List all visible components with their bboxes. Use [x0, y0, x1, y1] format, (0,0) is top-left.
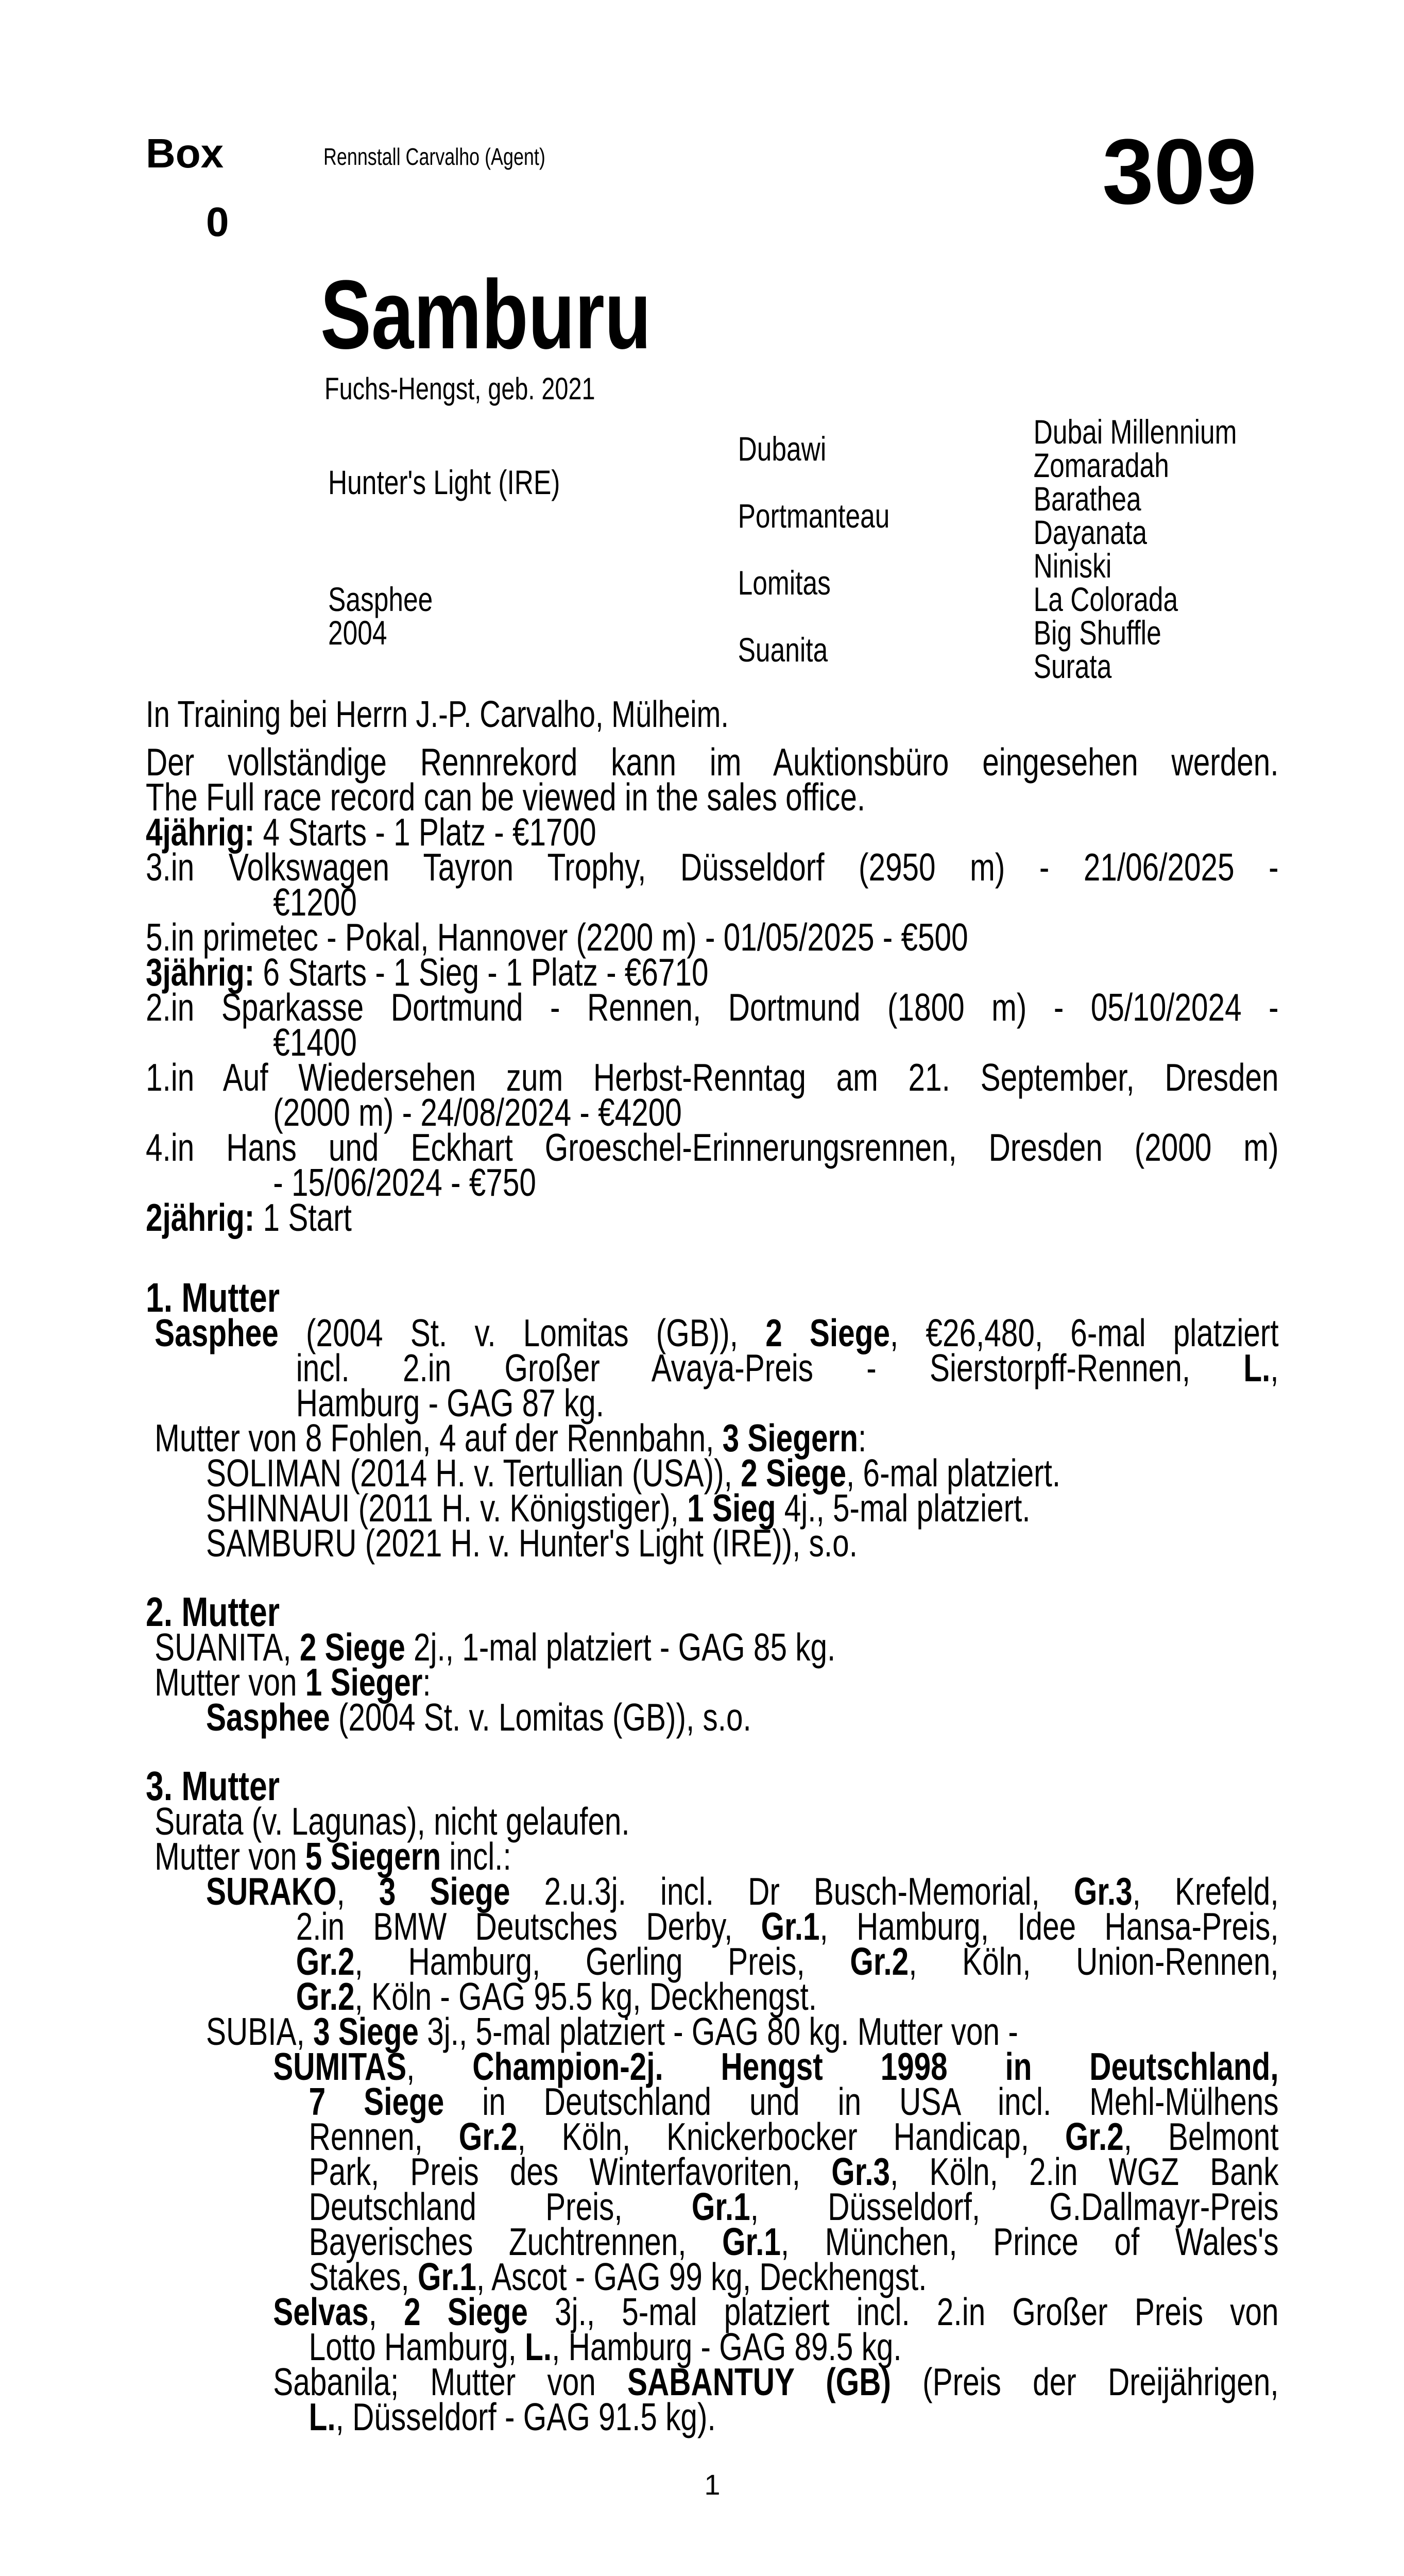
text-segment: , Köln, Union-Rennen,	[909, 1940, 1279, 1983]
text-segment: 5.in primetec - Pokal, Hannover (2200 m) - 01/05/2025 - €500	[146, 916, 968, 959]
pedigree-gen3-cell	[1033, 446, 1280, 484]
text-line	[146, 951, 1279, 994]
pedigree-name: Hunter's Light (IRE)	[328, 463, 560, 501]
pedigree-name: Lomitas	[738, 563, 831, 602]
text-line	[146, 1870, 1279, 1913]
pedigree-name: Surata	[1033, 647, 1112, 685]
text-segment: 3jährig:	[146, 951, 255, 994]
text-segment: , Düsseldorf, G.Dallmayr-Preis	[750, 2185, 1279, 2228]
text-segment: 4jährig:	[146, 810, 255, 854]
text-segment: 3. Mutter	[146, 1763, 280, 1809]
text-segment: (2004 St. v. Lomitas (GB)), s.o.	[330, 1696, 751, 1739]
text-segment: 2. Mutter	[146, 1589, 280, 1635]
text-line	[146, 1056, 1279, 1099]
text-segment: Rennen,	[309, 2115, 459, 2158]
text-segment: 3 Siegern	[722, 1416, 858, 1460]
text-segment: SURAKO	[206, 1870, 337, 1913]
text-line	[146, 1091, 1279, 1134]
text-segment: 3j., 5-mal platziert - GAG 80 kg. Mutter von -	[418, 2010, 1018, 2053]
text-segment: 2.u.3j. incl. Dr Busch-Memorial,	[510, 1870, 1074, 1913]
pedigree-gen3-cell	[1034, 549, 1280, 583]
pedigree-name: 2004	[328, 614, 387, 652]
text-segment: , Hamburg, Idee Hansa-Preis,	[819, 1905, 1279, 1948]
text-segment: SUMITAS	[273, 2045, 407, 2088]
pedigree-gen3-cell	[1033, 513, 1280, 551]
text-segment: 3 Siege	[379, 1870, 510, 1913]
text-segment: ,	[406, 2045, 473, 2088]
text-segment: ,	[368, 2290, 404, 2333]
text-segment: in Deutschland und in USA incl. Mehl-Mülhens	[444, 2080, 1279, 2123]
text-segment: , Köln, Knickerbocker Handicap,	[517, 2115, 1065, 2158]
text-line	[146, 2185, 1279, 2228]
text-line	[146, 1311, 1279, 1354]
text-line	[146, 1416, 1279, 1460]
text-line	[146, 1196, 1279, 1239]
text-segment: Mutter von	[155, 1835, 305, 1878]
text-line	[146, 2255, 1279, 2298]
text-line	[146, 2150, 1279, 2193]
text-segment: 4.in Hans und Eckhart Groeschel-Erinnerungsrennen, Dresden (2000 m)	[146, 1126, 1279, 1169]
pedigree-name: Dubawi	[738, 429, 827, 468]
text-segment: Champion-2j. Hengst 1998 in Deutschland,	[472, 2045, 1279, 2088]
text-segment: :	[422, 1660, 431, 1704]
text-line	[146, 2360, 1279, 2403]
text-segment: 4 Starts - 1 Platz - €1700	[254, 810, 596, 854]
text-segment: 3 Siege	[313, 2010, 419, 2053]
text-segment: Der vollständige Rennrekord kann im Auktionsbüro eingesehen werden.	[146, 740, 1279, 784]
text-line	[146, 1660, 1279, 1704]
text-segment: Sasphee	[206, 1696, 330, 1739]
text-segment: (2004 St. v. Lomitas (GB)),	[278, 1311, 766, 1354]
text-segment: Gr.1	[761, 1905, 820, 1948]
text-segment: , Köln, 2.in WGZ Bank	[890, 2150, 1279, 2193]
text-segment: 1 Start	[254, 1196, 352, 1239]
text-line	[146, 2115, 1279, 2158]
text-line	[146, 845, 1279, 889]
text-segment: Mutter von	[155, 1660, 305, 1704]
text-segment: €1200	[273, 880, 357, 924]
text-segment: , Belmont	[1123, 2115, 1279, 2158]
text-segment: SAMBURU (2021 H. v. Hunter's Light (IRE)), s.o.	[206, 1521, 858, 1565]
text-segment: Gr.3	[1073, 1870, 1133, 1913]
text-line	[146, 916, 1279, 959]
horse-description: Fuchs-Hengst, geb. 2021	[324, 371, 595, 406]
race-record-and-family	[146, 740, 1279, 2438]
text-segment: , Ascot - GAG 99 kg, Deckhengst.	[476, 2255, 927, 2298]
pedigree-name: Sasphee	[328, 580, 433, 618]
text-segment: SUBIA,	[206, 2010, 314, 2053]
text-line	[146, 1975, 1279, 2018]
text-line	[146, 1451, 1279, 1495]
text-segment: €1400	[273, 1021, 357, 1064]
text-line	[146, 810, 1279, 854]
text-segment: Selvas	[273, 2290, 369, 2333]
text-segment: Surata (v. Lagunas), nicht gelaufen.	[155, 1800, 630, 1843]
text-segment: incl. 2.in Großer Avaya-Preis - Sierstorpff-Rennen,	[296, 1346, 1244, 1389]
text-line	[146, 1521, 1279, 1565]
text-line	[146, 1800, 1279, 1843]
text-segment: Park, Preis des Winterfavoriten,	[309, 2150, 832, 2193]
text-line	[146, 775, 1279, 819]
text-segment: (Preis der Dreijährigen,	[891, 2360, 1279, 2403]
pedigree-gen1-cell	[328, 549, 738, 683]
text-line	[146, 2290, 1279, 2333]
text-segment: 2.in Sparkasse Dortmund - Rennen, Dortmund (1800 m) - 05/10/2024 -	[146, 986, 1279, 1029]
text-line	[146, 1835, 1279, 1878]
pedigree-name: Niniski	[1033, 547, 1112, 585]
text-segment: , München, Prince of Wales's	[780, 2220, 1279, 2263]
text-segment: , Hamburg, Gerling Preis,	[354, 1940, 850, 1983]
box-label: Box	[146, 130, 224, 176]
text-segment: Sasphee	[155, 1311, 279, 1354]
text-segment: SABANTUY (GB)	[627, 2360, 891, 2403]
text-segment: 2j., 1-mal platziert - GAG 85 kg.	[405, 1625, 836, 1669]
pedigree-gen3-cell	[1034, 415, 1280, 449]
text-segment: 1 Sieg	[687, 1486, 776, 1530]
text-line	[146, 1486, 1279, 1530]
text-line	[146, 1161, 1279, 1204]
text-segment: 1 Sieger	[305, 1660, 423, 1704]
text-segment: L.	[1243, 1346, 1271, 1389]
pedigree-gen3-cell	[1034, 482, 1280, 516]
text-segment: 4j., 5-mal platziert.	[776, 1486, 1031, 1530]
text-segment: Gr.2	[458, 2115, 518, 2158]
text-segment: 2 Siege	[765, 1311, 890, 1354]
text-line	[146, 1126, 1279, 1169]
text-segment: , Hamburg - GAG 89.5 kg.	[552, 2325, 902, 2368]
text-segment: Deutschland Preis,	[309, 2185, 692, 2228]
text-segment: Gr.2	[296, 1975, 355, 2018]
text-segment: Lotto Hamburg,	[309, 2325, 525, 2368]
pedigree-name: Suanita	[738, 630, 828, 669]
text-segment: , Düsseldorf - GAG 91.5 kg).	[335, 2395, 716, 2438]
section-heading	[146, 1275, 1279, 1320]
text-line	[146, 1021, 1279, 1064]
text-segment: Mutter von 8 Fohlen, 4 auf der Rennbahn,	[155, 1416, 723, 1460]
text-segment: 1.in Auf Wiedersehen zum Herbst-Renntag am 21. September, Dresden	[146, 1056, 1279, 1099]
text-line	[146, 986, 1279, 1029]
text-segment: L.	[525, 2325, 552, 2368]
pedigree-gen3-cell	[1033, 580, 1280, 618]
pedigree-gen2-cell	[738, 616, 1034, 683]
text-segment: L.	[309, 2395, 336, 2438]
text-line	[146, 1940, 1279, 1983]
pedigree-name: Dayanata	[1033, 513, 1148, 551]
pedigree-name: Big Shuffle	[1033, 614, 1161, 652]
text-line	[146, 2220, 1279, 2263]
box-number: 0	[206, 199, 229, 245]
text-segment: Gr.1	[418, 2255, 476, 2298]
text-segment: Stakes,	[309, 2255, 418, 2298]
text-segment: Bayerisches Zuchtrennen,	[309, 2220, 723, 2263]
text-line	[146, 740, 1279, 784]
text-segment: Gr.3	[831, 2150, 891, 2193]
text-segment: SOLIMAN (2014 H. v. Tertullian (USA)),	[206, 1451, 741, 1495]
text-segment: 5 Siegern	[305, 1835, 441, 1878]
text-line	[146, 2395, 1279, 2438]
pedigree-name: Dubai Millennium	[1033, 413, 1237, 451]
text-line	[146, 2080, 1279, 2123]
text-segment: Gr.1	[722, 2220, 781, 2263]
pedigree-gen3-cell	[1033, 647, 1280, 685]
pedigree-name: Zomaradah	[1033, 446, 1169, 484]
text-segment: 2 Siege	[741, 1451, 847, 1495]
text-segment: 2 Siege	[299, 1625, 405, 1669]
text-segment: 3j., 5-mal platziert incl. 2.in Großer Preis von	[527, 2290, 1279, 2333]
text-line	[146, 2325, 1279, 2368]
text-line	[146, 1346, 1279, 1389]
text-segment: incl.:	[441, 1835, 511, 1878]
text-segment: ,	[1270, 1346, 1279, 1389]
text-line	[146, 2010, 1279, 2053]
text-segment: Hamburg - GAG 87 kg.	[296, 1381, 604, 1425]
pedigree-gen2-cell	[738, 482, 1034, 549]
text-segment: Gr.1	[691, 2185, 750, 2228]
text-segment: 2.in BMW Deutsches Derby,	[296, 1905, 761, 1948]
text-segment: 6 Starts - 1 Sieg - 1 Platz - €6710	[254, 951, 709, 994]
text-segment: SHINNAUI (2011 H. v. Königstiger),	[206, 1486, 688, 1530]
text-line	[146, 2045, 1279, 2088]
text-segment: 2 Siege	[404, 2290, 528, 2333]
text-segment: ,	[336, 1870, 379, 1913]
text-segment: , Köln - GAG 95.5 kg, Deckhengst.	[354, 1975, 817, 2018]
text-line	[146, 880, 1279, 924]
consignor-name: Rennstall Carvalho (Agent)	[323, 143, 545, 170]
pedigree-name: La Colorada	[1033, 580, 1178, 618]
text-segment: (2000 m) - 24/08/2024 - €4200	[273, 1091, 682, 1134]
text-line	[146, 1625, 1279, 1669]
text-segment: Gr.2	[850, 1940, 909, 1983]
section-heading	[146, 1589, 1279, 1635]
horse-name: Samburu	[320, 260, 652, 369]
text-line	[146, 1696, 1279, 1739]
text-line	[146, 1905, 1279, 1948]
pedigree-gen2-cell	[738, 549, 1034, 616]
page-number: 1	[704, 2468, 721, 2501]
training-line: In Training bei Herrn J.-P. Carvalho, Mülheim.	[146, 694, 729, 735]
text-segment: 7 Siege	[309, 2080, 444, 2123]
text-segment: 1. Mutter	[146, 1275, 280, 1320]
pedigree-name: Portmanteau	[738, 496, 890, 535]
text-segment: The Full race record can be viewed in the sales office.	[146, 775, 866, 819]
lot-number: 309	[1102, 120, 1257, 224]
text-segment: , €26,480, 6-mal platziert	[889, 1311, 1279, 1354]
pedigree-table	[328, 415, 1280, 683]
text-segment: Sabanila; Mutter von	[273, 2360, 628, 2403]
text-segment: 2jährig:	[146, 1196, 255, 1239]
pedigree-gen3-cell	[1034, 616, 1280, 650]
pedigree-name: Barathea	[1033, 480, 1141, 518]
text-segment: 3.in Volkswagen Tayron Trophy, Düsseldorf (2950 m) - 21/06/2025 -	[146, 845, 1279, 889]
text-segment: Gr.2	[296, 1940, 355, 1983]
text-segment: , 6-mal platziert.	[846, 1451, 1061, 1495]
section-heading	[146, 1763, 1279, 1809]
pedigree-gen2-cell	[738, 415, 1034, 482]
text-line	[146, 1381, 1279, 1425]
text-segment: SUANITA,	[155, 1625, 300, 1669]
pedigree-gen1-cell	[328, 415, 738, 549]
text-segment: - 15/06/2024 - €750	[273, 1161, 536, 1204]
text-segment: :	[858, 1416, 867, 1460]
text-segment: Gr.2	[1065, 2115, 1124, 2158]
text-segment: , Krefeld,	[1132, 1870, 1279, 1913]
